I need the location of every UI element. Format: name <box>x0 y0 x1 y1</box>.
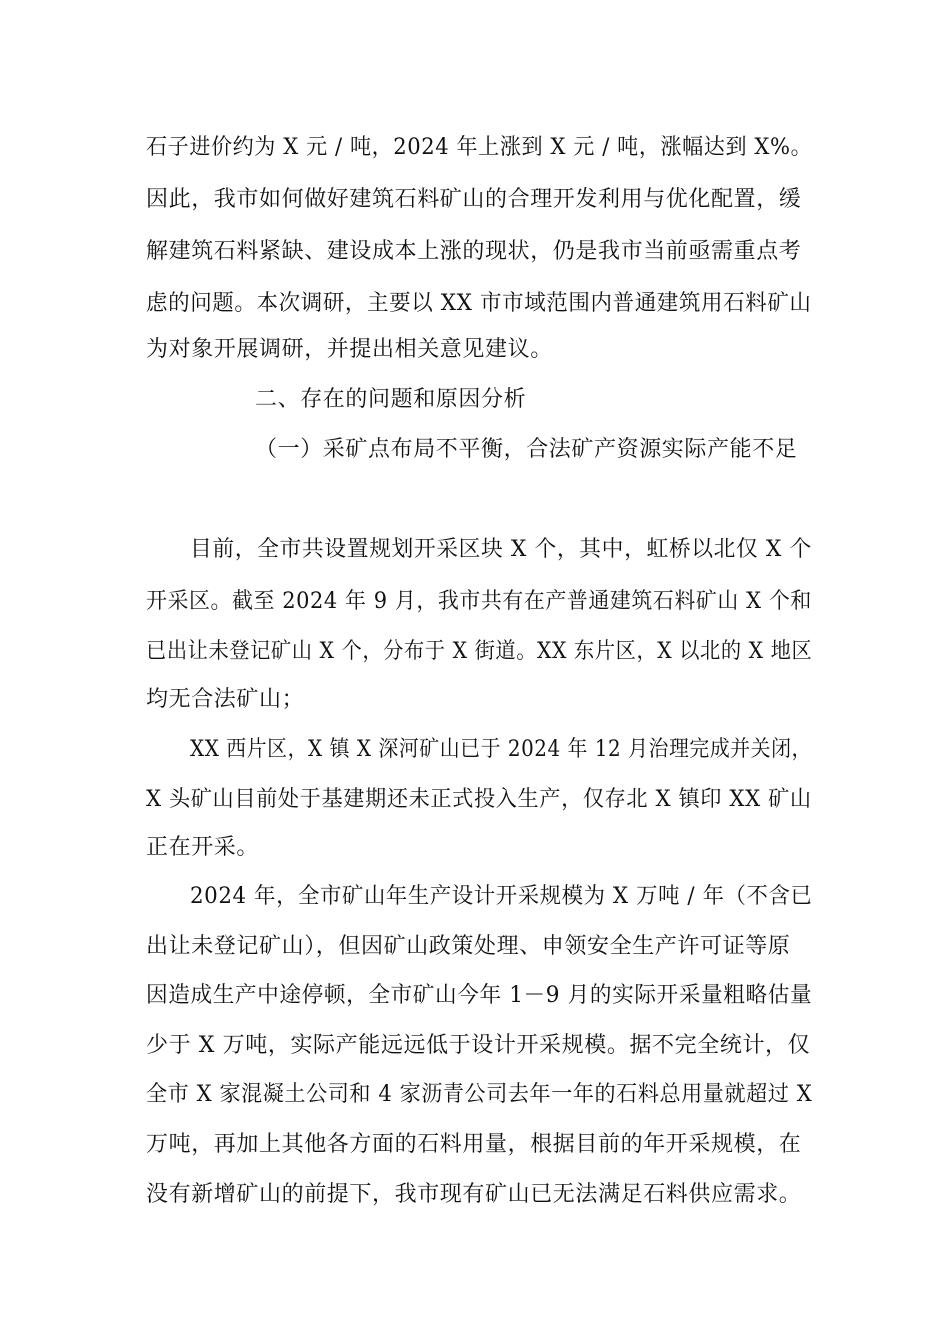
paragraph-line: 全市 X 家混凝土公司和 4 家沥青公司去年一年的石料总用量就超过 X <box>146 1082 813 1107</box>
paragraph-line: 目前，全市共设置规划开采区块 X 个，其中，虹桥以北仅 X 个 <box>190 537 812 562</box>
paragraph-line: XX 西片区，X 镇 X 深河矿山已于 2024 年 12 月治理完成并关闭， <box>190 737 812 762</box>
paragraph-line: 没有新增矿山的前提下，我市现有矿山已无法满足石料供应需求。 <box>146 1182 802 1207</box>
paragraph-line: 万吨，再加上其他各方面的石料用量，根据目前的年开采规模，在 <box>146 1132 802 1157</box>
paragraph-line: 虑的问题。本次调研，主要以 XX 市市域范围内普通建筑用石料矿山 <box>146 291 812 316</box>
paragraph-line: 为对象开展调研，并提出相关意见建议。 <box>146 337 553 362</box>
paragraph-line: X 头矿山目前处于基建期还未正式投入生产，仅存北 X 镇印 XX 矿山 <box>146 787 812 812</box>
section-heading: 二、存在的问题和原因分析 <box>255 387 527 412</box>
paragraph-line: 因造成生产中途停顿，全市矿山今年 1－9 月的实际开采量粗略估量 <box>146 983 813 1008</box>
paragraph-line: 石子进价约为 X 元 / 吨，2024 年上涨到 X 元 / 吨，涨幅达到 X%。 <box>146 135 813 160</box>
paragraph-line: 均无合法矿山； <box>146 687 305 712</box>
paragraph-line: 出让未登记矿山），但因矿山政策处理、申领安全生产许可证等原 <box>146 934 791 959</box>
subsection-heading: （一）采矿点布局不平衡，合法矿产资源实际产能不足 <box>255 437 798 462</box>
paragraph-line: 因此，我市如何做好建筑石料矿山的合理开发利用与优化配置，缓 <box>146 187 802 212</box>
paragraph-line: 少于 X 万吨，实际产能远远低于设计开采规模。据不完全统计，仅 <box>146 1033 811 1058</box>
paragraph-line: 已出让未登记矿山 X 个，分布于 X 街道。XX 东片区，X 以北的 X 地区 <box>146 639 813 664</box>
paragraph-line: 正在开采。 <box>146 835 260 860</box>
paragraph-line: 2024 年，全市矿山年生产设计开采规模为 X 万吨 / 年（不含已 <box>190 884 813 909</box>
paragraph-line: 开采区。截至 2024 年 9 月，我市共有在产普通建筑石料矿山 X 个和 <box>146 589 812 614</box>
paragraph-line: 解建筑石料紧缺、建设成本上涨的现状，仍是我市当前亟需重点考 <box>146 239 802 264</box>
